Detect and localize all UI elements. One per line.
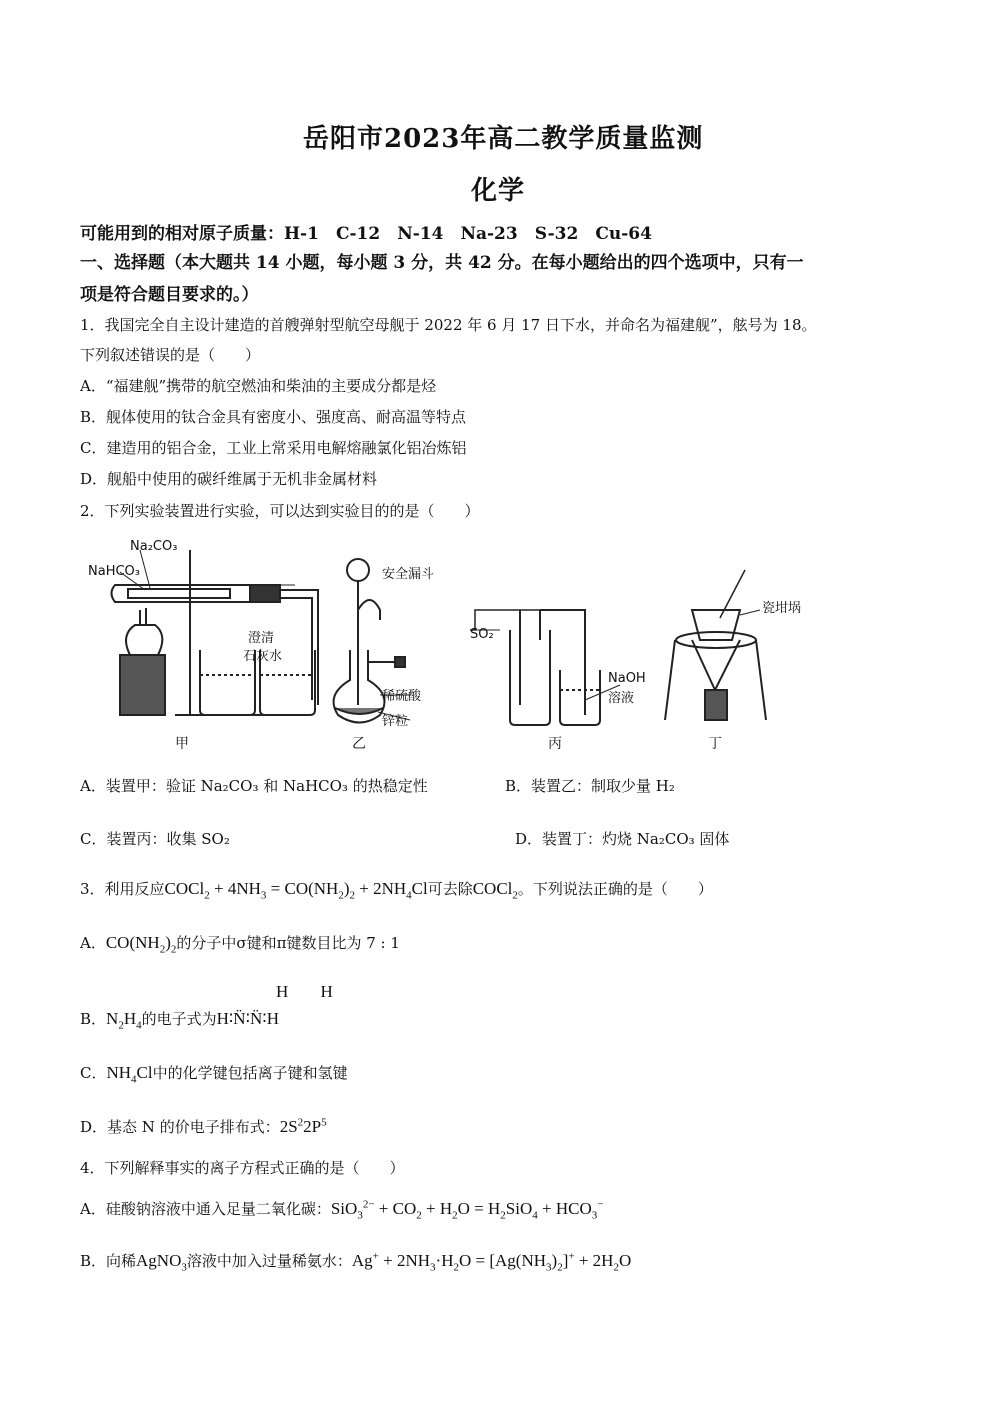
q3-option-c-text: 中的化学键包括离子键和氢键 (152, 1064, 348, 1082)
q3-nh4cl-formula: $NH_4Cl$ (106, 1063, 153, 1086)
q3-option-c: C．$NH_4Cl$中的化学键包括离子键和氢键 (80, 1063, 348, 1086)
q1-option-a: A．“福建舰”携带的航空燃油和柴油的主要成分都是烃 (80, 377, 437, 395)
q3-stem-prefix: 3．利用反应 (80, 880, 165, 898)
ding-crucible (692, 610, 740, 640)
label-naoh-2: 溶液 (608, 691, 635, 706)
q1-option-d: D．舰船中使用的碳纤维属于无机非金属材料 (80, 470, 378, 488)
q2-option-d: D．装置丁：灼烧 Na₂CO₃ 固体 (515, 830, 730, 848)
label-nahco3: NaHCO₃ (88, 564, 140, 579)
q3-option-a-text: 的分子中σ键和π键数目比为 7 : 1 (176, 934, 400, 952)
label-ding: 丁 (708, 736, 722, 752)
q3-stem-end: 。下列说法正确的是（ ） (517, 880, 713, 898)
label-safety-funnel: 安全漏斗 (382, 567, 435, 582)
q3-option-d-text: D．基态 N 的价电子排布式： (80, 1118, 280, 1136)
q3-stem (80, 878, 713, 901)
exam-title: 岳阳市2023年高二教学质量监测 (303, 124, 704, 154)
q1-stem-line2: 下列叙述错误的是（ ） (80, 346, 261, 364)
q3-n2h4-formula: $N_2H_4$ (106, 1009, 142, 1032)
q1-option-c: C．建造用的铝合金，工业上常采用电解熔融氯化铝冶炼铝 (80, 439, 467, 457)
jia-wooden-block (120, 655, 165, 715)
jia-alcohol-lamp (126, 625, 162, 655)
label-bing: 丙 (548, 736, 562, 752)
bing-beaker (560, 670, 600, 725)
label-zinc: 锌粒 (382, 714, 409, 729)
q2-option-c: C．装置丙：收集 SO₂ (80, 830, 230, 848)
q4-option-b-prefix: B．向稀 (80, 1252, 137, 1270)
q2-option-a: A．装置甲：验证 Na₂CO₃ 和 NaHCO₃ 的热稳定性 (80, 777, 428, 795)
q3-option-a: A．$CO(NH_2)_2$的分子中σ键和π键数目比为 7 : 1 (80, 933, 400, 956)
label-naoh-1: NaOH (608, 671, 646, 686)
q3-urea-formula: $CO(NH_2)_2$ (105, 933, 177, 956)
q3-option-b-text: 的电子式为 (141, 1010, 217, 1028)
subject-title: 化学 (471, 176, 526, 206)
label-jia: 甲 (175, 736, 189, 752)
q3-electron-config: $2S^22P^5$ (279, 1116, 327, 1136)
bing-delivery-tube (540, 610, 585, 715)
q4-option-b (80, 1250, 631, 1273)
label-crucible: 瓷坩埚 (762, 601, 802, 616)
q4-option-b-equation: $Ag^+ + 2NH_3\cdot H_2O = [Ag(NH_3)_2]^+ + 2H_2O$ (351, 1250, 632, 1274)
label-yi: 乙 (352, 736, 366, 752)
q4-option-a (80, 1198, 603, 1221)
jia-stopper (250, 585, 280, 602)
q3-option-b: B．$N_2H_4$的电子式为H∶N̈∶N̈∶H (80, 1009, 279, 1032)
q1-option-b: B．舰体使用的钛合金具有密度小、强度高、耐高温等特点 (80, 408, 467, 426)
jia-inner-tube (128, 589, 230, 598)
q3-option-d (80, 1116, 327, 1137)
section-heading-line2: 项是符合题目要求的。） (80, 285, 259, 305)
yi-funnel-bulb (347, 559, 369, 581)
ding-lamp (705, 690, 727, 720)
label-so2: SO₂ (470, 627, 494, 642)
q3-reaction-equation: COCl$_2$ + $4NH_3 = CO(NH_2)_2 + 2NH_4Cl$ (164, 879, 428, 902)
q2-stem: 2．下列实验装置进行实验，可以达到实验目的的是（ ） (80, 502, 480, 520)
atomic-masses: 可能用到的相对原子质量：H-1 C-12 N-14 Na-23 S-32 Cu-64 (80, 224, 652, 244)
q2-apparatus-figure (80, 530, 820, 755)
q3-electron-dots-top: H H (276, 982, 347, 1001)
label-limewater-2: 石灰水 (243, 649, 283, 664)
section-heading-line1: 一、选择题（本大题共 14 小题，每小题 3 分，共 42 分。在每小题给出的四个选项中，只有一 (80, 253, 804, 273)
q4-option-a-equation: $SiO_3^{2-} + CO_2 + H_2O = H_2SiO_4 + HCO_3^-$ (330, 1198, 604, 1222)
q4-option-b-text: 溶液中加入过量稀氨水： (186, 1252, 352, 1270)
label-na2co3: Na₂CO₃ (130, 539, 178, 554)
q3-cocl2: COCl$_2$ (472, 879, 518, 902)
q1-stem-line1: 1．我国完全自主设计建造的首艘弹射型航空母舰于 2022 年 6 月 17 日下水，并命名为福建舰”，舷号为 18。 (80, 316, 817, 334)
bing-gas-bottle (510, 630, 550, 725)
q3-stem-suffix: 可去除 (427, 880, 473, 898)
label-limewater-1: 澄清 (248, 631, 275, 646)
label-dilute-acid: 稀硫酸 (382, 689, 422, 704)
q3-electron-formula: H∶N̈∶N̈∶H (216, 1009, 279, 1028)
q2-option-b: B．装置乙：制取少量 H₂ (505, 777, 675, 795)
q4-stem: 4．下列解释事实的离子方程式正确的是（ ） (80, 1159, 405, 1177)
q4-option-a-text: A．硅酸钠溶液中通入足量二氧化碳： (80, 1200, 331, 1218)
q4-agno3: AgNO$_3$ (136, 1251, 187, 1274)
